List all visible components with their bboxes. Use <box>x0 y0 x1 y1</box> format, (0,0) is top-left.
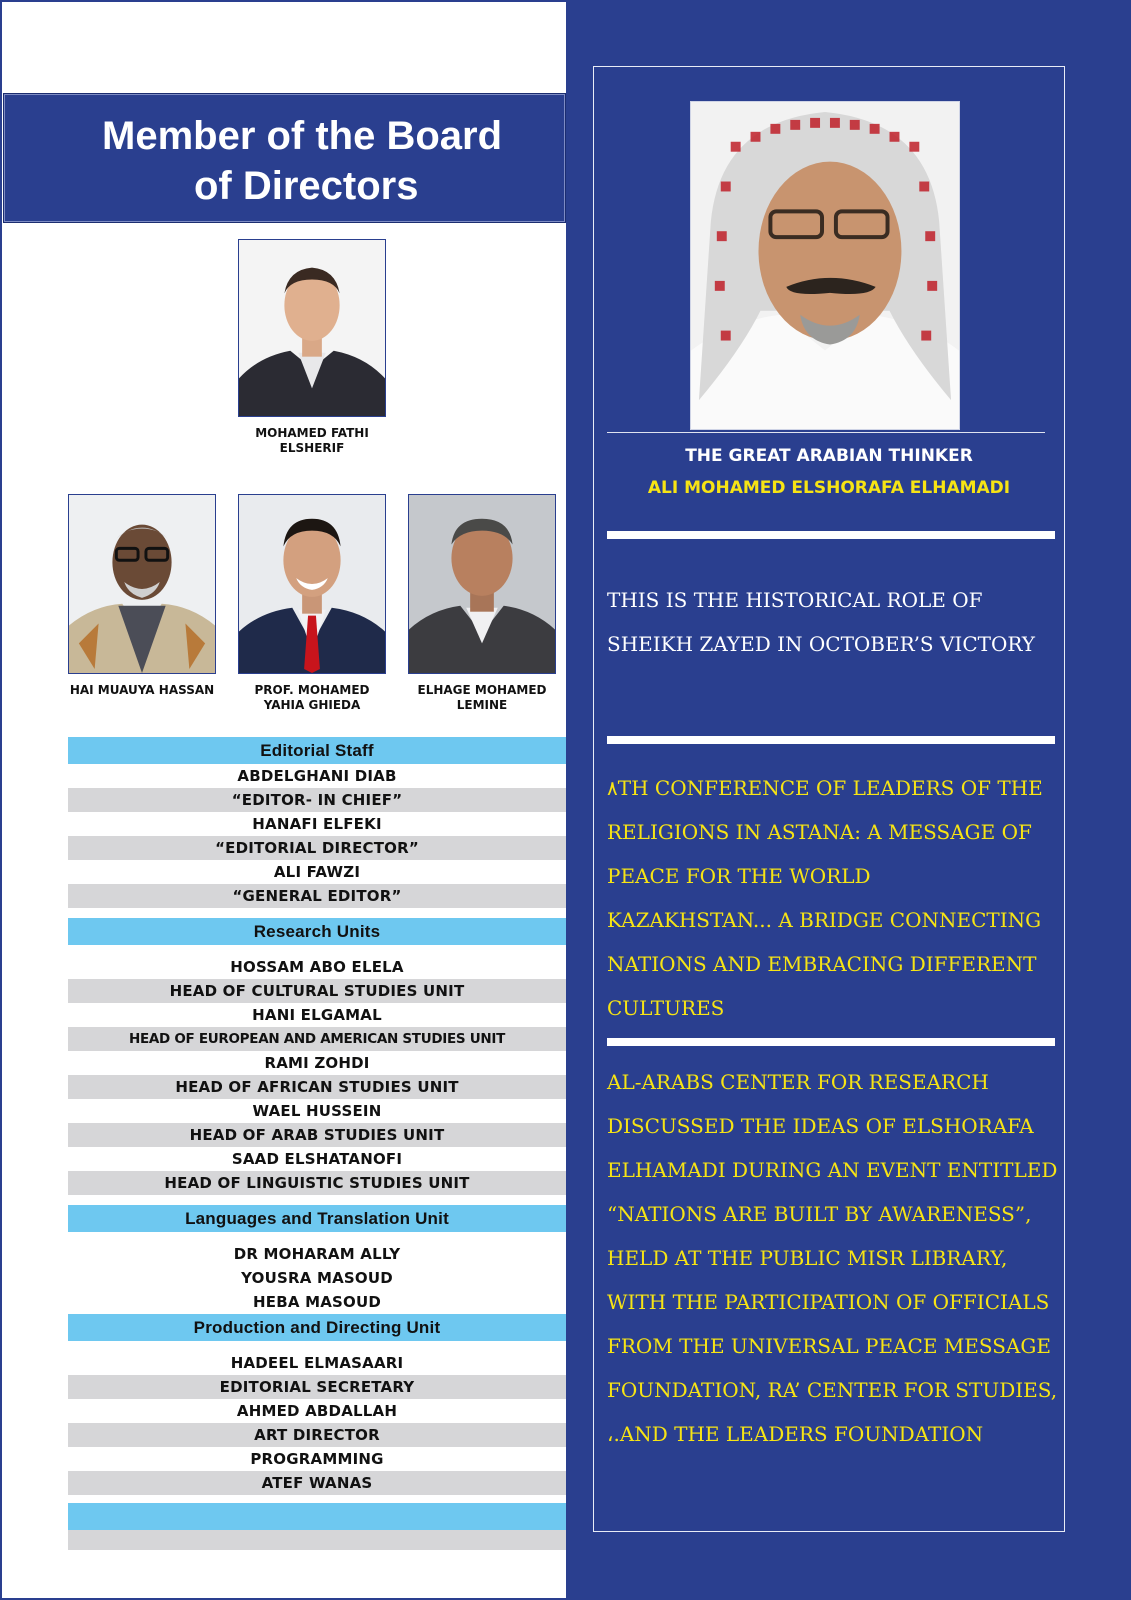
section-divider <box>607 531 1055 539</box>
empty-gray-band <box>68 1530 566 1550</box>
staff-spacer <box>68 945 566 955</box>
staff-row: SAAD ELSHATANOFI <box>68 1147 566 1171</box>
article-line: WITH THE PARTICIPATION OF OFFICIALS <box>607 1290 1050 1314</box>
board-title-banner <box>3 93 566 223</box>
thinker-label: THE GREAT ARABIAN THINKER <box>685 446 973 466</box>
board-title-line1: Member of the Board <box>102 114 503 158</box>
article-line: RELIGIONS IN ASTANA: A MESSAGE OF <box>607 820 1032 844</box>
staff-row: YOUSRA MASOUD <box>68 1266 566 1290</box>
member-photo-ghieda <box>238 494 386 674</box>
staff-spacer <box>68 1195 566 1205</box>
staff-row: “GENERAL EDITOR” <box>68 884 566 908</box>
languages-unit-header: Languages and Translation Unit <box>68 1205 566 1232</box>
article-zayed[interactable] <box>607 578 1057 666</box>
staff-spacer <box>68 1341 566 1351</box>
staff-row: EDITORIAL SECRETARY <box>68 1375 566 1399</box>
member-name-lemine: ELHAGE MOHAMED LEMINE <box>417 683 547 712</box>
staff-row: HADEEL ELMASAARI <box>68 1351 566 1375</box>
member-photo-lemine <box>408 494 556 674</box>
staff-row: HEAD OF ARAB STUDIES UNIT <box>68 1123 566 1147</box>
board-title-line2: of Directors <box>194 164 419 208</box>
staff-spacer <box>68 1495 566 1503</box>
article-line: THIS IS THE HISTORICAL ROLE OF <box>607 588 983 612</box>
staff-row: HEAD OF CULTURAL STUDIES UNIT <box>68 979 566 1003</box>
article-line: “NATIONS ARE BUILT BY AWARENESS”, <box>607 1202 1032 1226</box>
article-al-arabs[interactable] <box>607 1060 1057 1456</box>
production-unit-header: Production and Directing Unit <box>68 1314 566 1341</box>
staff-row: HEBA MASOUD <box>68 1290 566 1314</box>
article-astana[interactable] <box>607 766 1057 1030</box>
article-line: DISCUSSED THE IDEAS OF ELSHORAFA <box>607 1114 1034 1138</box>
staff-row: AHMED ABDALLAH <box>68 1399 566 1423</box>
section-divider <box>607 1038 1055 1046</box>
staff-row: “EDITORIAL DIRECTOR” <box>68 836 566 860</box>
staff-list <box>68 737 566 1550</box>
staff-row: HEAD OF EUROPEAN AND AMERICAN STUDIES UNIT <box>68 1027 566 1051</box>
article-line: ELHAMADI DURING AN EVENT ENTITLED <box>607 1158 1058 1182</box>
article-line: FOUNDATION, RA’ CENTER FOR STUDIES, <box>607 1378 1058 1402</box>
editorial-staff-header: Editorial Staff <box>68 737 566 764</box>
staff-row: HANI ELGAMAL <box>68 1003 566 1027</box>
staff-row: HEAD OF LINGUISTIC STUDIES UNIT <box>68 1171 566 1195</box>
staff-row: ART DIRECTOR <box>68 1423 566 1447</box>
staff-row: HANAFI ELFEKI <box>68 812 566 836</box>
member-photo-hassan <box>68 494 216 674</box>
staff-row: ALI FAWZI <box>68 860 566 884</box>
staff-row: WAEL HUSSEIN <box>68 1099 566 1123</box>
thinker-portrait <box>690 101 960 430</box>
empty-sky-band <box>68 1503 566 1530</box>
staff-row: PROGRAMMING <box>68 1447 566 1471</box>
article-line: CULTURES <box>607 996 725 1020</box>
member-name-hassan: HAI MUAUYA HASSAN <box>69 683 215 697</box>
staff-row: “EDITOR- IN CHIEF” <box>68 788 566 812</box>
staff-row: RAMI ZOHDI <box>68 1051 566 1075</box>
article-line: FROM THE UNIVERSAL PEACE MESSAGE <box>607 1334 1051 1358</box>
thinker-name: ALI MOHAMED ELSHORAFA ELHAMADI <box>647 478 1011 498</box>
member-name-elsherif: MOHAMED FATHI ELSHERIF <box>255 426 369 455</box>
research-units-header: Research Units <box>68 918 566 945</box>
article-line: KAZAKHSTAN... A BRIDGE CONNECTING <box>607 908 1042 932</box>
article-line: SHEIKH ZAYED IN OCTOBER’S VICTORY <box>607 632 1036 656</box>
member-photo-elsherif <box>238 239 386 417</box>
staff-row: HOSSAM ABO ELELA <box>68 955 566 979</box>
portrait-rule <box>607 432 1045 433</box>
member-name-ghieda: PROF. MOHAMED YAHIA GHIEDA <box>254 683 370 712</box>
article-line: ٨TH CONFERENCE OF LEADERS OF THE <box>607 776 1043 800</box>
article-line: HELD AT THE PUBLIC MISR LIBRARY, <box>607 1246 1008 1270</box>
section-divider <box>607 736 1055 744</box>
staff-row: HEAD OF AFRICAN STUDIES UNIT <box>68 1075 566 1099</box>
staff-spacer <box>68 1232 566 1242</box>
staff-row: ATEF WANAS <box>68 1471 566 1495</box>
staff-row: ABDELGHANI DIAB <box>68 764 566 788</box>
article-line: NATIONS AND EMBRACING DIFFERENT <box>607 952 1037 976</box>
article-line: ،.AND THE LEADERS FOUNDATION <box>607 1422 984 1446</box>
staff-row: DR MOHARAM ALLY <box>68 1242 566 1266</box>
article-line: PEACE FOR THE WORLD <box>607 864 871 888</box>
article-line: AL-ARABS CENTER FOR RESEARCH <box>607 1070 989 1094</box>
staff-spacer <box>68 908 566 918</box>
